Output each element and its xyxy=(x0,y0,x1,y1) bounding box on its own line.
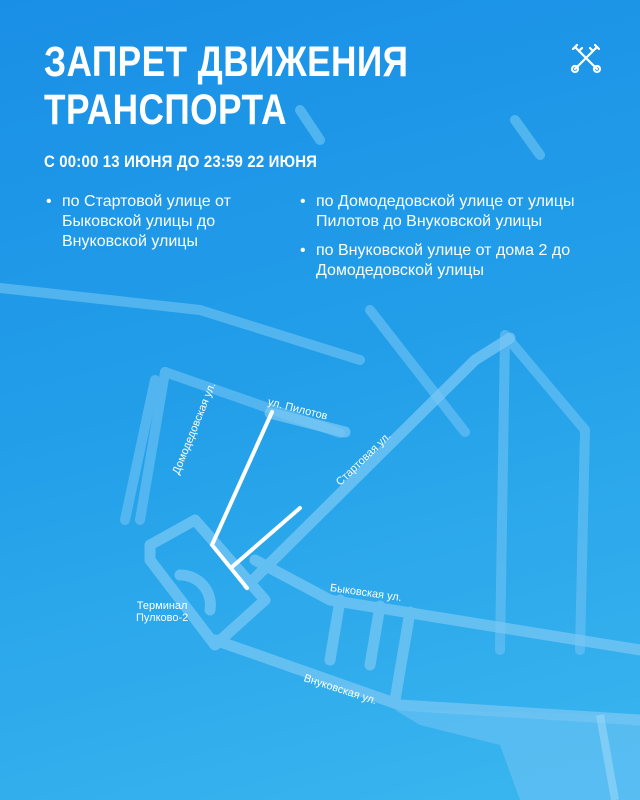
street-label-bykovskaya: Быковская ул. xyxy=(329,582,403,605)
restriction-text: по Домодедовской улице от улицы Пилотов до Внуковской улицы xyxy=(316,193,575,230)
background-road-top-left xyxy=(0,288,360,360)
road-startovaya xyxy=(248,338,510,585)
road-connector-2 xyxy=(370,606,380,665)
restriction-item xyxy=(300,241,620,281)
title-line-1: ЗАПРЕТ ДВИЖЕНИЯ xyxy=(44,38,409,86)
crossed-keys-icon xyxy=(568,40,604,76)
restriction-text: по Внуковской улице от дома 2 до Домодедовской улицы xyxy=(316,242,571,279)
street-label-pilotov: ул. Пилотов xyxy=(266,396,329,423)
road-connector-1 xyxy=(330,600,340,660)
restrictions-right-column xyxy=(300,192,620,290)
terminal-label-line-1: Терминал xyxy=(136,600,188,612)
restriction-item xyxy=(46,192,276,252)
street-label-vnukovskaya: Внуковская ул. xyxy=(302,672,379,708)
bullet-icon: • xyxy=(46,193,52,210)
street-label-domodedovskaya: Домодедовская ул. xyxy=(170,380,219,477)
bullet-icon: • xyxy=(300,193,306,210)
page-title xyxy=(44,38,408,134)
bullet-icon: • xyxy=(300,242,306,259)
terminal-label xyxy=(136,600,188,624)
background-road-right-loop xyxy=(500,335,585,650)
background-road-far-right xyxy=(515,120,540,155)
date-range: С 00:00 13 ИЮНЯ ДО 23:59 22 ИЮНЯ xyxy=(44,152,318,171)
terminal-label-line-2: Пулково-2 xyxy=(136,612,189,624)
restrictions-left-column xyxy=(46,192,276,261)
restriction-item xyxy=(300,192,620,232)
street-label-startovaya: Стартовая ул. xyxy=(333,430,394,489)
road-connector-3 xyxy=(395,612,410,700)
title-line-2: ТРАНСПОРТА xyxy=(44,86,288,134)
restriction-text: по Стартовой улице от Быковской улицы до Внуковской улицы xyxy=(62,193,231,250)
